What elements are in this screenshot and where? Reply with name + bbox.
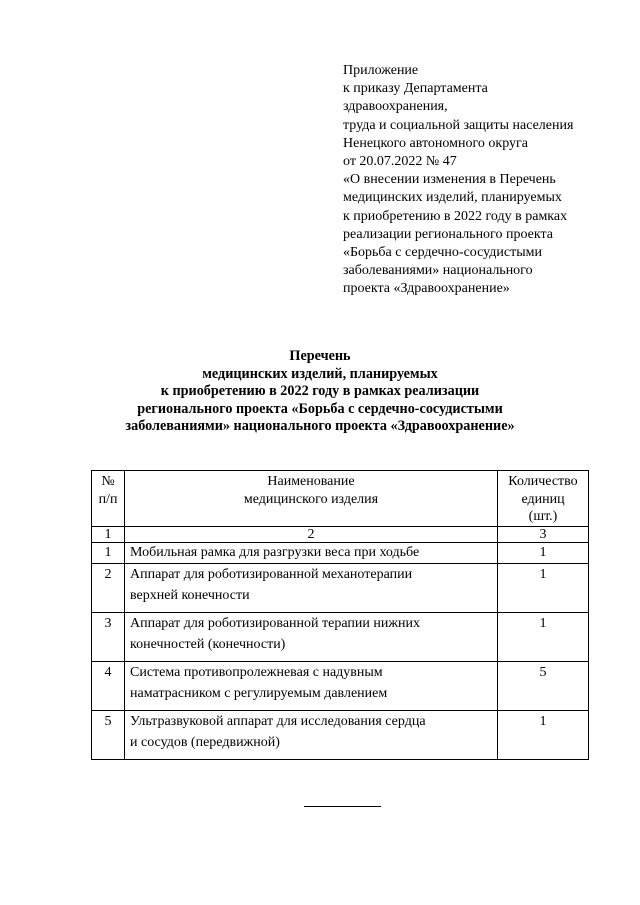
device-name <box>125 612 498 661</box>
device-name-line: конечностей (конечности) <box>130 636 286 652</box>
header-name-line: медицинского изделия <box>243 491 379 507</box>
table-row <box>92 542 589 563</box>
device-qty: 1 <box>498 542 589 563</box>
annex-line: медицинских изделий, планируемых <box>343 190 562 206</box>
header-num <box>92 471 125 527</box>
device-name-line: Ультразвуковой аппарат для исследования сердца <box>130 713 426 729</box>
device-name <box>125 710 498 759</box>
annex-line: к приказу Департамента <box>343 81 488 97</box>
row-number: 3 <box>92 612 125 661</box>
annex-line: здравоохранения, <box>343 99 448 115</box>
row-number: 4 <box>92 661 125 710</box>
column-number-row <box>92 526 589 542</box>
header-qty-line: Количество <box>508 474 578 489</box>
device-qty: 1 <box>498 710 589 759</box>
device-name-line: Система противопролежневая с надувным <box>130 664 383 680</box>
table-header-row <box>92 471 589 527</box>
table-row <box>92 710 589 759</box>
device-name-line: Мобильная рамка для разгрузки веса при ходьбе <box>130 544 420 560</box>
header-qty <box>498 471 589 527</box>
row-number: 2 <box>92 563 125 612</box>
device-name <box>125 661 498 710</box>
device-name-line: и сосудов (передвижной) <box>130 734 280 750</box>
annex-line: «Борьба с сердечно-сосудистыми <box>343 245 542 261</box>
table-row <box>92 612 589 661</box>
annex-line: реализации регионального проекта <box>343 226 553 242</box>
annex-line: «О внесении изменения в Перечень <box>343 172 556 188</box>
document-title <box>0 348 640 436</box>
device-name-line: Аппарат для роботизированной механотерапии <box>130 566 413 582</box>
annex-line: Приложение <box>343 63 419 78</box>
annex-line: заболеваниями» национального <box>343 263 533 279</box>
device-name-line: Аппарат для роботизированной терапии нижних <box>130 615 420 631</box>
annex-line: труда и социальной защиты населения <box>343 117 574 133</box>
title-line: Перечень <box>289 348 351 364</box>
annex-line: к приобретению в 2022 году в рамках <box>343 208 568 224</box>
header-qty-line: единиц <box>521 491 565 507</box>
header-name <box>125 471 498 527</box>
closing-divider <box>304 806 381 807</box>
column-number: 3 <box>498 526 589 542</box>
title-line: регионального проекта «Борьба с сердечно-сосудистыми <box>137 400 503 417</box>
title-line: к приобретению в 2022 году в рамках реализации <box>160 383 480 400</box>
title-line: заболеваниями» национального проекта «Здравоохранение» <box>125 418 515 435</box>
title-line: медицинских изделий, планируемых <box>202 365 438 382</box>
header-qty-line: (шт.) <box>528 509 558 524</box>
table-row <box>92 563 589 612</box>
table-row <box>92 661 589 710</box>
annex-block <box>343 62 613 299</box>
annex-line: проекта «Здравоохранение» <box>343 281 510 297</box>
annex-line: от 20.07.2022 № 47 <box>343 154 457 170</box>
device-qty: 1 <box>498 612 589 661</box>
device-name-line: верхней конечности <box>130 587 250 603</box>
devices-table <box>91 470 589 760</box>
column-number: 1 <box>92 526 125 542</box>
column-number: 2 <box>125 526 498 542</box>
header-num-line: № <box>101 474 115 489</box>
annex-line: Ненецкого автономного округа <box>343 135 528 151</box>
row-number: 5 <box>92 710 125 759</box>
header-num-line: п/п <box>98 491 118 507</box>
device-name <box>125 542 498 563</box>
device-qty: 5 <box>498 661 589 710</box>
row-number: 1 <box>92 542 125 563</box>
device-name-line: наматрасником с регулируемым давлением <box>130 685 388 701</box>
device-name <box>125 563 498 612</box>
header-name-line: Наименование <box>267 474 355 489</box>
device-qty: 1 <box>498 563 589 612</box>
